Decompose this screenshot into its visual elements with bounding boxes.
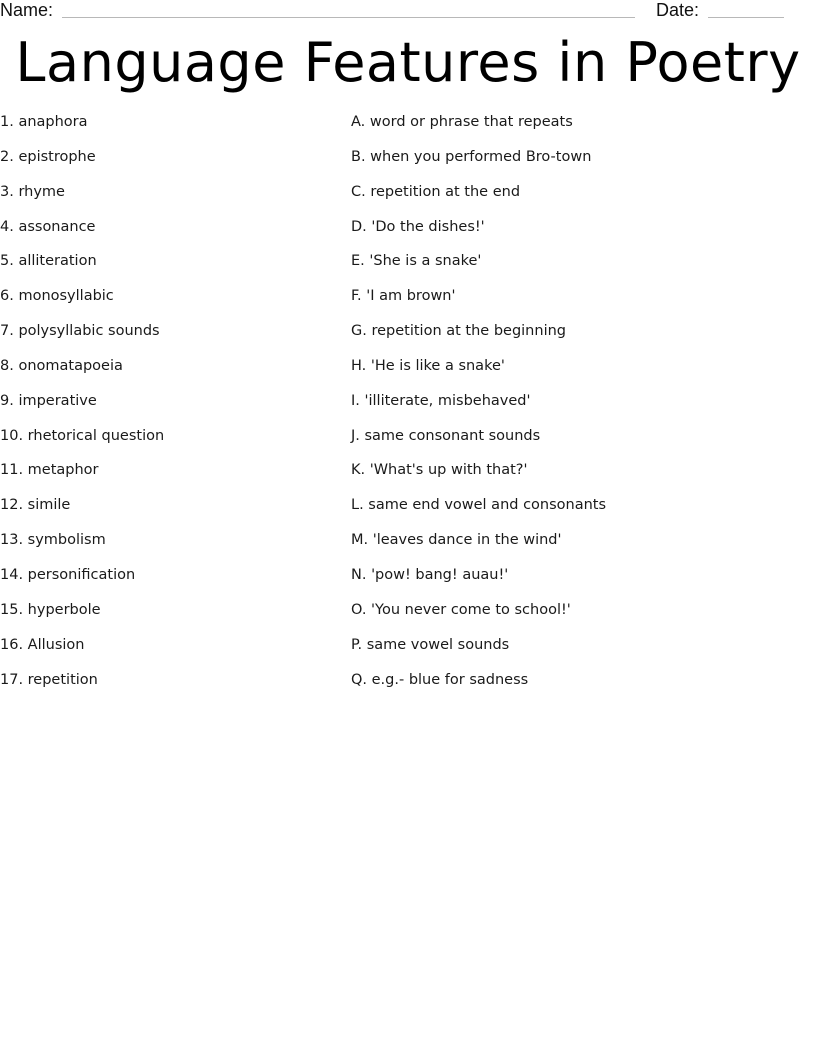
date-blank-line [708, 17, 784, 18]
definition-item: E. 'She is a snake' [351, 253, 482, 270]
definition-item: B. when you performed Bro-town [351, 148, 592, 165]
term-item: 12. simile [0, 497, 71, 514]
definition-item: F. 'I am brown' [351, 288, 456, 305]
definition-item: Q. e.g.- blue for sadness [351, 671, 529, 688]
definition-item: M. 'leaves dance in the wind' [351, 532, 562, 549]
term-item: 17. repetition [0, 671, 98, 688]
term-item: 13. symbolism [0, 532, 106, 549]
term-item: 6. monosyllabic [0, 288, 114, 305]
term-item: 3. rhyme [0, 183, 65, 200]
definition-item: K. 'What's up with that?' [351, 462, 528, 479]
definition-item: G. repetition at the beginning [351, 323, 566, 340]
date-label: Date: [656, 0, 700, 20]
term-item: 11. metaphor [0, 462, 99, 479]
terms-list [0, 112, 330, 704]
definition-item: L. same end vowel and consonants [351, 497, 607, 514]
term-item: 14. personification [0, 566, 136, 583]
worksheet-header [0, 0, 816, 22]
term-item: 10. rhetorical question [0, 427, 165, 444]
worksheet-title: Language Features in Poetry [15, 31, 801, 94]
term-item: 9. imperative [0, 392, 97, 409]
definition-item: D. 'Do the dishes!' [351, 218, 485, 235]
term-item: 16. Allusion [0, 636, 85, 653]
definition-item: I. 'illiterate, misbehaved' [351, 392, 531, 409]
term-item: 2. epistrophe [0, 148, 96, 165]
definition-item: H. 'He is like a snake' [351, 357, 505, 374]
definition-item: A. word or phrase that repeats [351, 114, 573, 130]
definition-item: N. 'pow! bang! auau!' [351, 566, 509, 583]
term-item: 7. polysyllabic sounds [0, 323, 160, 340]
definitions-list [351, 112, 791, 704]
term-item: 5. alliteration [0, 253, 97, 270]
name-blank-line [62, 17, 635, 18]
name-label: Name: [0, 0, 54, 20]
term-item: 15. hyperbole [0, 601, 101, 618]
definition-item: C. repetition at the end [351, 183, 521, 200]
term-item: 1. anaphora [0, 114, 88, 130]
term-item: 8. onomatapoeia [0, 357, 123, 374]
definition-item: O. 'You never come to school!' [351, 601, 571, 618]
definition-item: P. same vowel sounds [351, 636, 510, 653]
term-item: 4. assonance [0, 218, 96, 235]
definition-item: J. same consonant sounds [351, 427, 541, 444]
